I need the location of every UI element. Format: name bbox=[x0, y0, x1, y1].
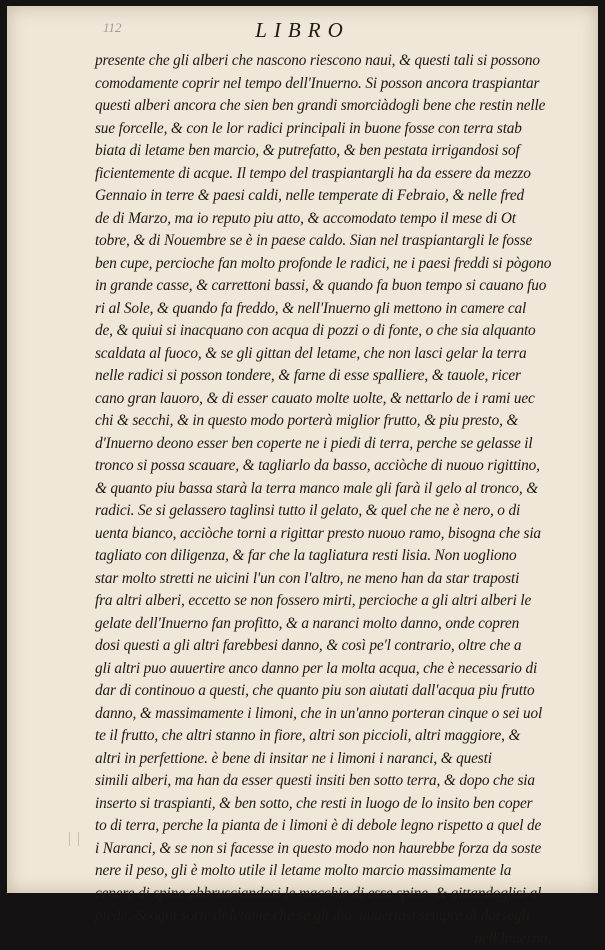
text-line: ficientemente di acque. Il tempo del traspiantargli ha da essere da mezzo bbox=[95, 163, 579, 186]
text-line: simili alberi, ma han da esser questi insiti ben sotto terra, & dopo che sia bbox=[95, 770, 579, 793]
text-line: tagliato con diligenza, & far che la tagliatura resti lisia. Non uogliono bbox=[95, 545, 579, 568]
text-line: cenere di spine abbrusciandosi le macchie di esse spine, & gittandoglisi al bbox=[95, 883, 579, 906]
text-line: d'Inuerno deono esser ben coperte ne i piedi di terra, perche se gelasse il bbox=[95, 433, 579, 456]
text-line: ri al Sole, & quando fa freddo, & nell'Inuerno gli mettono in camere cal bbox=[95, 298, 579, 321]
text-line: nere il peso, gli è molto utile il letame molto marcio massimamente la bbox=[95, 860, 579, 883]
text-line: uenta bianco, acciòche torni a rigittar presto nuouo ramo, bisogna che sia bbox=[95, 523, 579, 546]
text-line: gli altri puo auuertire anco danno per la molta acqua, che è necessario di bbox=[95, 658, 579, 681]
text-line: scaldata al fuoco, & se gli gittan del letame, che non lasci gelar la terra bbox=[95, 343, 579, 366]
text-line: Gennaio in terre & paesi caldi, nelle temperate di Febraio, & nelle fred bbox=[95, 185, 579, 208]
text-line: nelle radici si posson tondere, & farne di esse spalliere, & tauole, ricer bbox=[95, 365, 579, 388]
text-line: piede, & ogni sorte di letame che se gli dia, auuertasi sempre di darsegli bbox=[95, 905, 579, 928]
text-line: in grande casse, & carrettoni bassi, & quando fa buon tempo si cauano fuo bbox=[95, 275, 579, 298]
text-line: presente che gli alberi che nascono riescono naui, & questi tali si possono bbox=[95, 50, 579, 73]
text-line: radici. Se si gelassero taglinsi tutto il gelato, & quel che ne è nero, o di bbox=[95, 500, 579, 523]
book-page bbox=[7, 6, 598, 893]
text-line: chi & secchi, & in questo modo porterà miglior frutto, & piu presto, & bbox=[95, 410, 579, 433]
text-line: & quanto piu bassa starà la terra manco male gli farà il gelo al tronco, & bbox=[95, 478, 579, 501]
text-line: te il frutto, che altri stanno in fiore, altri son piccioli, altri maggiore, & bbox=[95, 725, 579, 748]
text-line: questi alberi ancora che sien ben grandi smorciàdogli bene che restin nelle bbox=[95, 95, 579, 118]
page-edge-mark bbox=[69, 832, 79, 846]
running-header: LIBRO bbox=[7, 18, 598, 43]
text-line: comodamente coprir nel tempo dell'Inuerno. Si posson ancora traspiantar bbox=[95, 73, 579, 96]
text-line: biata di letame ben marcio, & putrefatto, & ben pestata irrigandosi sof bbox=[95, 140, 579, 163]
text-line: fra altri alberi, eccetto se non fossero mirti, percioche a gli altri alberi le bbox=[95, 590, 579, 613]
text-line: tobre, & di Nouembre se è in paese caldo. Sian nel traspiantargli le fosse bbox=[95, 230, 579, 253]
text-line: sue forcelle, & con le lor radici principali in buone fosse con terra stab bbox=[95, 118, 579, 141]
text-line: ben cupe, percioche fan molto profonde le radici, ne i paesi freddi si pògono bbox=[95, 253, 579, 276]
catchword: nell'Inuerno, bbox=[95, 928, 579, 950]
folio-number: 112 bbox=[103, 20, 122, 36]
text-line: danno, & massimamente i limoni, che in un'anno porteran cinque o sei uol bbox=[95, 703, 579, 726]
text-line: tronco si possa scauare, & tagliarlo da basso, acciòche di nuouo rigittino, bbox=[95, 455, 579, 478]
text-line: cano gran lauoro, & di esser cauato molte uolte, & nettarlo de i rami uec bbox=[95, 388, 579, 411]
text-line: gelate dell'Inuerno fan profitto, & a naranci molto danno, onde copren bbox=[95, 613, 579, 636]
text-line: de di Marzo, ma io reputo piu atto, & accomodato tempo il mese di Ot bbox=[95, 208, 579, 231]
text-line: inserto si traspianti, & ben sotto, che resti in luogo de lo insito ben coper bbox=[95, 793, 579, 816]
text-line: star molto stretti ne uicini l'un con l'altro, ne meno han da star traposti bbox=[95, 568, 579, 591]
text-line: dar di continouo a questi, che quanto piu son aiutati dall'acqua piu frutto bbox=[95, 680, 579, 703]
text-line: i Naranci, & se non si facesse in questo modo non haurebbe forza da soste bbox=[95, 838, 579, 861]
text-line: to di terra, perche la pianta de i limoni è di debole legno rispetto a quel de bbox=[95, 815, 579, 838]
text-line: de, & quiui si inacquano con acqua di pozzi o di fonte, o che sia alquanto bbox=[95, 320, 579, 343]
body-text bbox=[95, 50, 579, 950]
text-line: altri in perfettione. è bene di insitar ne i limoni i naranci, & questi bbox=[95, 748, 579, 771]
text-line: dosi questi a gli altri farebbesi danno, & così pe'l contrario, oltre che a bbox=[95, 635, 579, 658]
